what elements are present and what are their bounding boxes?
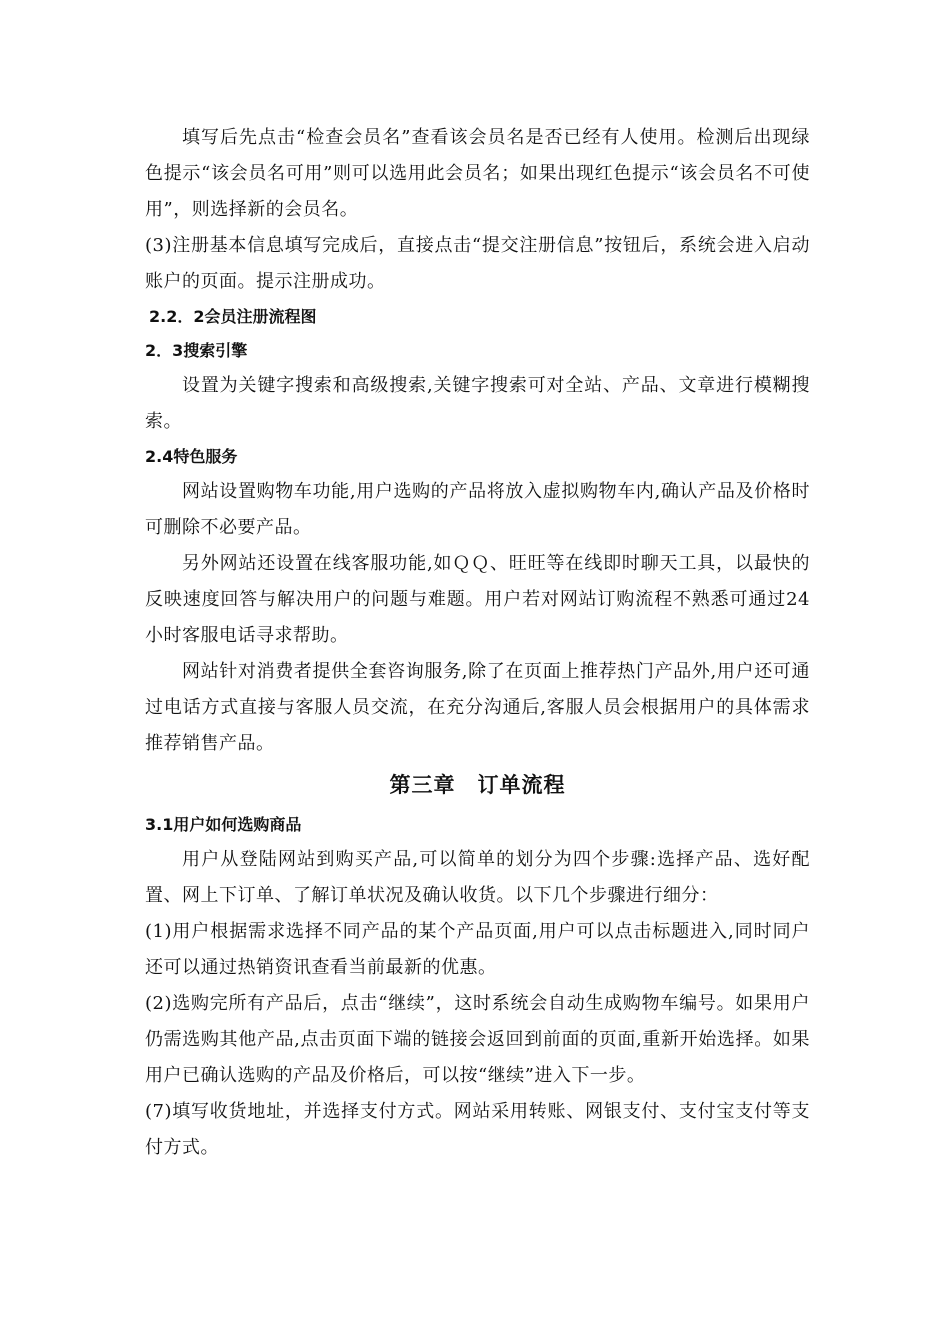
- paragraph-search-description: 设置为关键字搜索和高级搜索,关键字搜索可对全站、产品、文章进行模糊搜索。: [145, 375, 810, 432]
- paragraph-online-support: 另外网站还设置在线客服功能,如ＱＱ、旺旺等在线即时聊天工具，以最快的反映速度回答与解决用户的问题与难题。用户若对网站订购流程不熟悉可通过24小时客服电话寻求帮助。: [145, 553, 810, 646]
- heading-2-3-search-engine: 2．3搜索引擎: [145, 341, 248, 360]
- paragraph-member-name-check: 填写后先点击“检查会员名”查看该会员名是否已经有人使用。检测后出现绿色提示“该会员名可用”则可以选用此会员名；如果出现红色提示“该会员名不可使用”，则选择新的会员名。: [145, 127, 810, 220]
- heading-2-2-2-registration-flowchart: 2.2．2会员注册流程图: [149, 307, 317, 326]
- paragraph-step-3-submit: (3)注册基本信息填写完成后，直接点击“提交注册信息”按钮后，系统会进入启动账户的页面。提示注册成功。: [145, 235, 810, 292]
- document-body: [145, 120, 810, 1166]
- heading-3-1-how-to-buy: 3.1用户如何选购商品: [145, 815, 302, 834]
- paragraph-shopping-cart: 网站设置购物车功能,用户选购的产品将放入虚拟购物车内,确认产品及价格时可删除不必要产品。: [145, 481, 810, 538]
- paragraph-step-2-cart: (2)选购完所有产品后，点击“继续”，这时系统会自动生成购物车编号。如果用户仍需选购其他产品,点击页面下端的链接会返回到前面的页面,重新开始选择。如果用户已确认选购的产品及价格后，可以按“继续”进入下一步。: [145, 993, 810, 1086]
- paragraph-purchase-steps: 用户从登陆网站到购买产品,可以简单的划分为四个步骤:选择产品、选好配置、网上下订单、了解订单状况及确认收货。以下几个步骤进行细分：: [145, 849, 810, 906]
- paragraph-step-1-select-product: (1)用户根据需求选择不同产品的某个产品页面,用户可以点击标题进入,同时同户还可以通过热销资讯查看当前最新的优惠。: [145, 921, 810, 978]
- heading-2-4-special-services: 2.4特色服务: [145, 447, 238, 466]
- chapter-3-title: 第三章 订单流程: [389, 773, 566, 797]
- paragraph-consulting-service: 网站针对消费者提供全套咨询服务,除了在页面上推荐热门产品外,用户还可通过电话方式直接与客服人员交流，在充分沟通后,客服人员会根据用户的具体需求推荐销售产品。: [145, 661, 810, 754]
- paragraph-step-7-address-payment: (7)填写收货地址，并选择支付方式。网站采用转账、网银支付、支付宝支付等支付方式。: [145, 1101, 810, 1158]
